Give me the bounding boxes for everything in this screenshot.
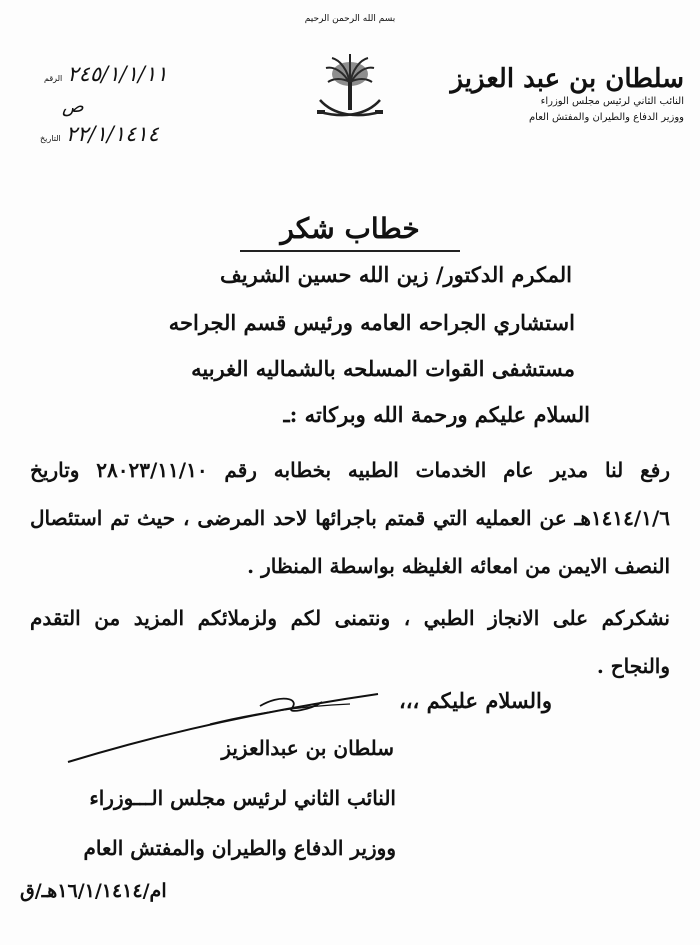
signer-title-1: النائب الثاني لرئيس مجلس الـــوزراء [89, 786, 396, 810]
reference-suffix: ص [62, 96, 84, 117]
title-underline [240, 250, 460, 252]
closing: والسلام عليكم ،،، [399, 688, 552, 713]
signer-name: سلطان بن عبدالعزيز [221, 736, 394, 760]
addressee-position: استشاري الجراحه العامه ورئيس قسم الجراحه [168, 310, 575, 335]
sender-name: سلطان بن عبد العزيز [450, 64, 684, 94]
reference-date-value: ٢٢/١/١٤١٤ [65, 122, 159, 146]
reference-date [40, 122, 190, 146]
reference-number [44, 62, 204, 86]
reference-number-value: ٢٤٥/١/١/١١ [67, 62, 168, 86]
saudi-emblem-icon [314, 52, 386, 128]
footer-reference: ام/١٦/١/١٤١٤هـ/ق [20, 880, 167, 902]
sender-title-2: ووزير الدفاع والطيران والمفتش العام [528, 112, 684, 123]
basmala: بسم الله الرحمن الرحيم [304, 14, 396, 24]
reference-date-label: التاريخ [40, 134, 61, 143]
sender-letterhead [444, 64, 684, 126]
greeting: السلام عليكم ورحمة الله وبركاته :ـ [283, 402, 590, 427]
reference-number-label: الرقم [44, 74, 63, 83]
sender-title-1: النائب الثاني لرئيس مجلس الوزراء [540, 96, 684, 107]
signer-title-2: ووزير الدفاع والطيران والمفتش العام [83, 836, 396, 860]
addressee-name: المكرم الدكتور/ زين الله حسين الشريف [220, 262, 572, 287]
body-paragraph-2: نشكركم على الانجاز الطبي ، ونتمنى لكم ولزملائكم المزيد من التقدم والنجاح . [30, 606, 670, 678]
letter-title: خطاب شكر [280, 212, 420, 245]
addressee-hospital: مستشفى القوات المسلحه بالشماليه الغربيه [191, 356, 575, 381]
body-paragraph-1: رفع لنا مدير عام الخدمات الطبيه بخطابه رقم ٢٨٠٢٣/١١/١٠ وتاريخ ١٤١٤/١/٦هـ عن العمليه التي قمتم باجرائها لاحد المرضى ، حيث تم استئصال النصف الايمن من امعائه الغليظه بواسطة المنظار . [30, 458, 670, 578]
